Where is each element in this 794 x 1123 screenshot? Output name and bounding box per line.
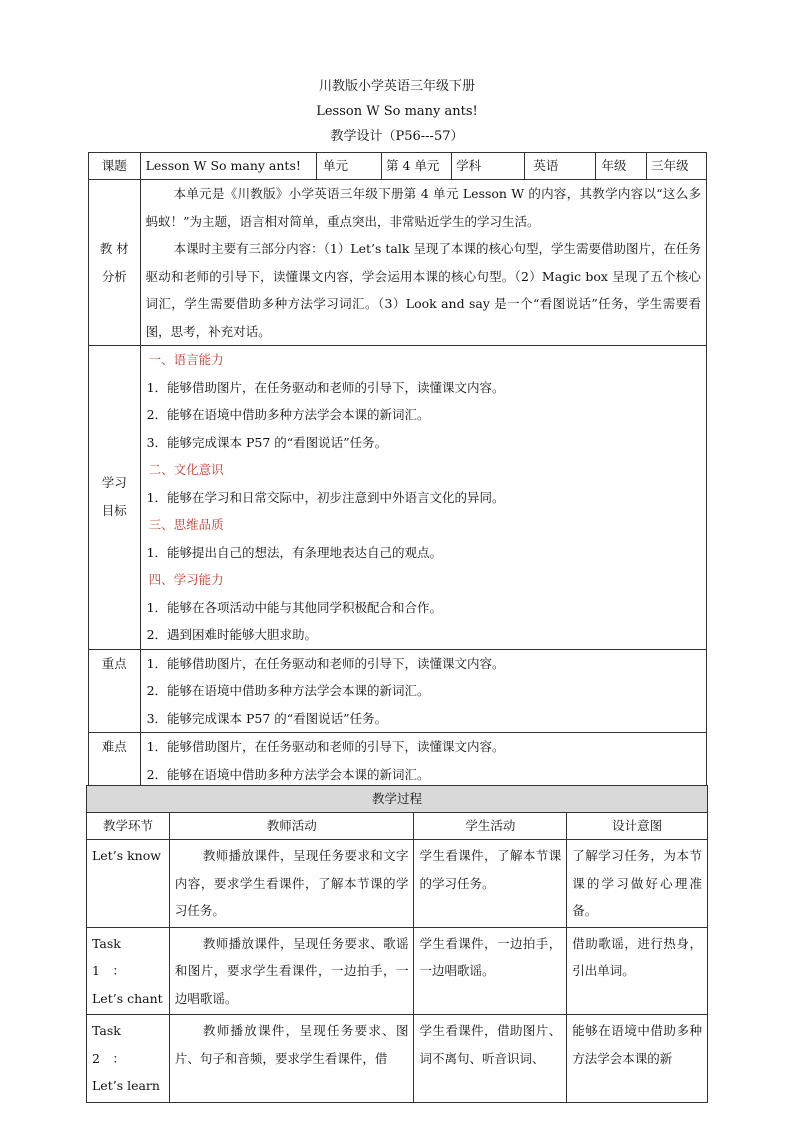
objective-item: 1．能够在各项活动中能与其他同学积极配合和合作。: [146, 599, 443, 615]
lesson-info-table: [88, 152, 707, 789]
student-activity-cell: 学生看课件，借助图片、词不离句、听音识词、: [414, 1015, 567, 1103]
process-title: 教学过程: [87, 786, 708, 813]
key-points-row: [89, 649, 707, 733]
column-header: 学生活动: [414, 813, 567, 840]
lesson-title: Lesson W So many ants!: [316, 104, 478, 119]
material-analysis-content: [140, 180, 706, 346]
section-heading: 一、语言能力: [148, 352, 224, 367]
objectives-content: [140, 346, 706, 650]
teacher-activity-cell: 教师播放课件，呈现任务要求、图片、句子和音频，要求学生看课件，借: [169, 1015, 414, 1103]
stage-line-2: Let’s chant: [92, 990, 163, 1006]
objective-item: 3．能够完成课本 P57 的“看图说话”任务。: [146, 434, 388, 450]
topic-label: 课题: [89, 153, 141, 180]
design-intent-cell: 借助歌谣，进行热身，引出单词。: [567, 927, 708, 1015]
key-point-item: 2．能够在语境中借助多种方法学会本课的新词汇。: [146, 683, 430, 698]
objective-item: 2．遇到困难时能够大胆求助。: [146, 627, 318, 642]
material-analysis-label: [89, 180, 141, 346]
key-point-item: 1．能够借助图片，在任务驱动和老师的引导下，读懂课文内容。: [146, 655, 505, 671]
key-point-item: 3．能够完成课本 P57 的“看图说话”任务。: [146, 710, 388, 726]
stage-line-2: Let’s learn: [92, 1078, 160, 1093]
difficulty-item: 1．能够借助图片，在任务驱动和老师的引导下，读懂课文内容。: [146, 739, 505, 754]
unit-label: 单元: [317, 153, 382, 180]
document-title: 川教版小学英语三年级下册: [318, 79, 475, 94]
process-header-row: [87, 813, 708, 840]
section-heading: 四、学习能力: [148, 572, 224, 587]
column-header: 教学环节: [87, 813, 170, 840]
teaching-process-table: [86, 785, 708, 1103]
difficulties-row: [89, 733, 707, 789]
objectives-label-line1: 学习: [101, 475, 127, 491]
column-header: 教师活动: [169, 813, 414, 840]
stage-cell: [87, 1015, 170, 1103]
topic-value: Lesson W So many ants!: [140, 153, 316, 180]
key-points-label: 重点: [89, 649, 141, 733]
difficulties-content: [140, 733, 706, 789]
student-activity-cell: 学生看课件，一边拍手，一边唱歌谣。: [414, 927, 567, 1015]
difficulty-item: 2．能够在语境中借助多种方法学会本课的新词汇。: [146, 766, 430, 782]
objective-item: 1．能够提出自己的想法，有条理地表达自己的观点。: [146, 544, 443, 560]
section-heading: 二、文化意识: [148, 462, 224, 477]
difficulties-label: 难点: [89, 733, 141, 789]
process-row: [87, 1015, 708, 1103]
grade-label: 年级: [595, 153, 647, 180]
process-row: [87, 927, 708, 1015]
design-intent-cell: 了解学习任务，为本节课的学习做好心理准备。: [567, 840, 708, 928]
info-row: [89, 153, 707, 180]
key-points-content: [140, 649, 706, 733]
material-analysis-row: [89, 180, 707, 346]
process-row: [87, 840, 708, 928]
objectives-label-line2: 目标: [101, 503, 127, 519]
design-subtitle: 教学设计（P56---57）: [330, 129, 464, 144]
objectives-label: [89, 346, 141, 650]
stage-cell: Let’s know: [87, 840, 170, 928]
teacher-activity-cell: 教师播放课件，呈现任务要求、歌谣和图片，要求学生看课件，一边拍手，一边唱歌谣。: [169, 927, 414, 1015]
section-heading: 三、思维品质: [148, 517, 224, 532]
document-header: [0, 74, 794, 149]
column-header: 设计意图: [567, 813, 708, 840]
stage-line-1: Task 2 ：: [92, 1023, 134, 1066]
objectives-row: [89, 346, 707, 650]
stage-cell: [87, 927, 170, 1015]
unit-value: 第 4 单元: [381, 153, 451, 180]
teacher-activity-cell: 教师播放课件，呈现任务要求和文字内容，要求学生看课件，了解本节课的学习任务。: [169, 840, 414, 928]
analysis-paragraph-1: 本单元是《川教版》小学英语三年级下册第 4 单元 Lesson W 的内容，其教学内容以“这么多蚂蚁！”为主题，语言相对简单，重点突出，非常贴近学生的学习生活。: [145, 186, 701, 229]
objective-item: 1．能够借助图片，在任务驱动和老师的引导下，读懂课文内容。: [146, 379, 505, 395]
student-activity-cell: 学生看课件，了解本节课的学习任务。: [414, 840, 567, 928]
material-label-line1: 教 材: [99, 240, 129, 256]
objective-item: 1．能够在学习和日常交际中，初步注意到中外语言文化的异同。: [146, 489, 505, 505]
stage-line-1: Task 1 ：: [92, 935, 134, 978]
analysis-paragraph-2: 本课时主要有三部分内容：（1）Let’s talk 呈现了本课的核心句型，学生需要借助图片，在任务驱动和老师的引导下，读懂课文内容，学会运用本课的核心句型。（2）Magic box 呈现了五个核心词汇，学生需要借助多种方法学习词汇。（3）Look and say 是一个“看图说话”任务，学生需要看图，思考，补充对话。: [145, 241, 701, 339]
subject-value: 英语: [525, 153, 595, 180]
design-intent-cell: 能够在语境中借助多种方法学会本课的新: [567, 1015, 708, 1103]
material-label-line2: 分析: [101, 268, 127, 284]
subject-label: 学科: [452, 153, 525, 180]
grade-value: 三年级: [647, 153, 707, 180]
objective-item: 2．能够在语境中借助多种方法学会本课的新词汇。: [146, 407, 430, 422]
